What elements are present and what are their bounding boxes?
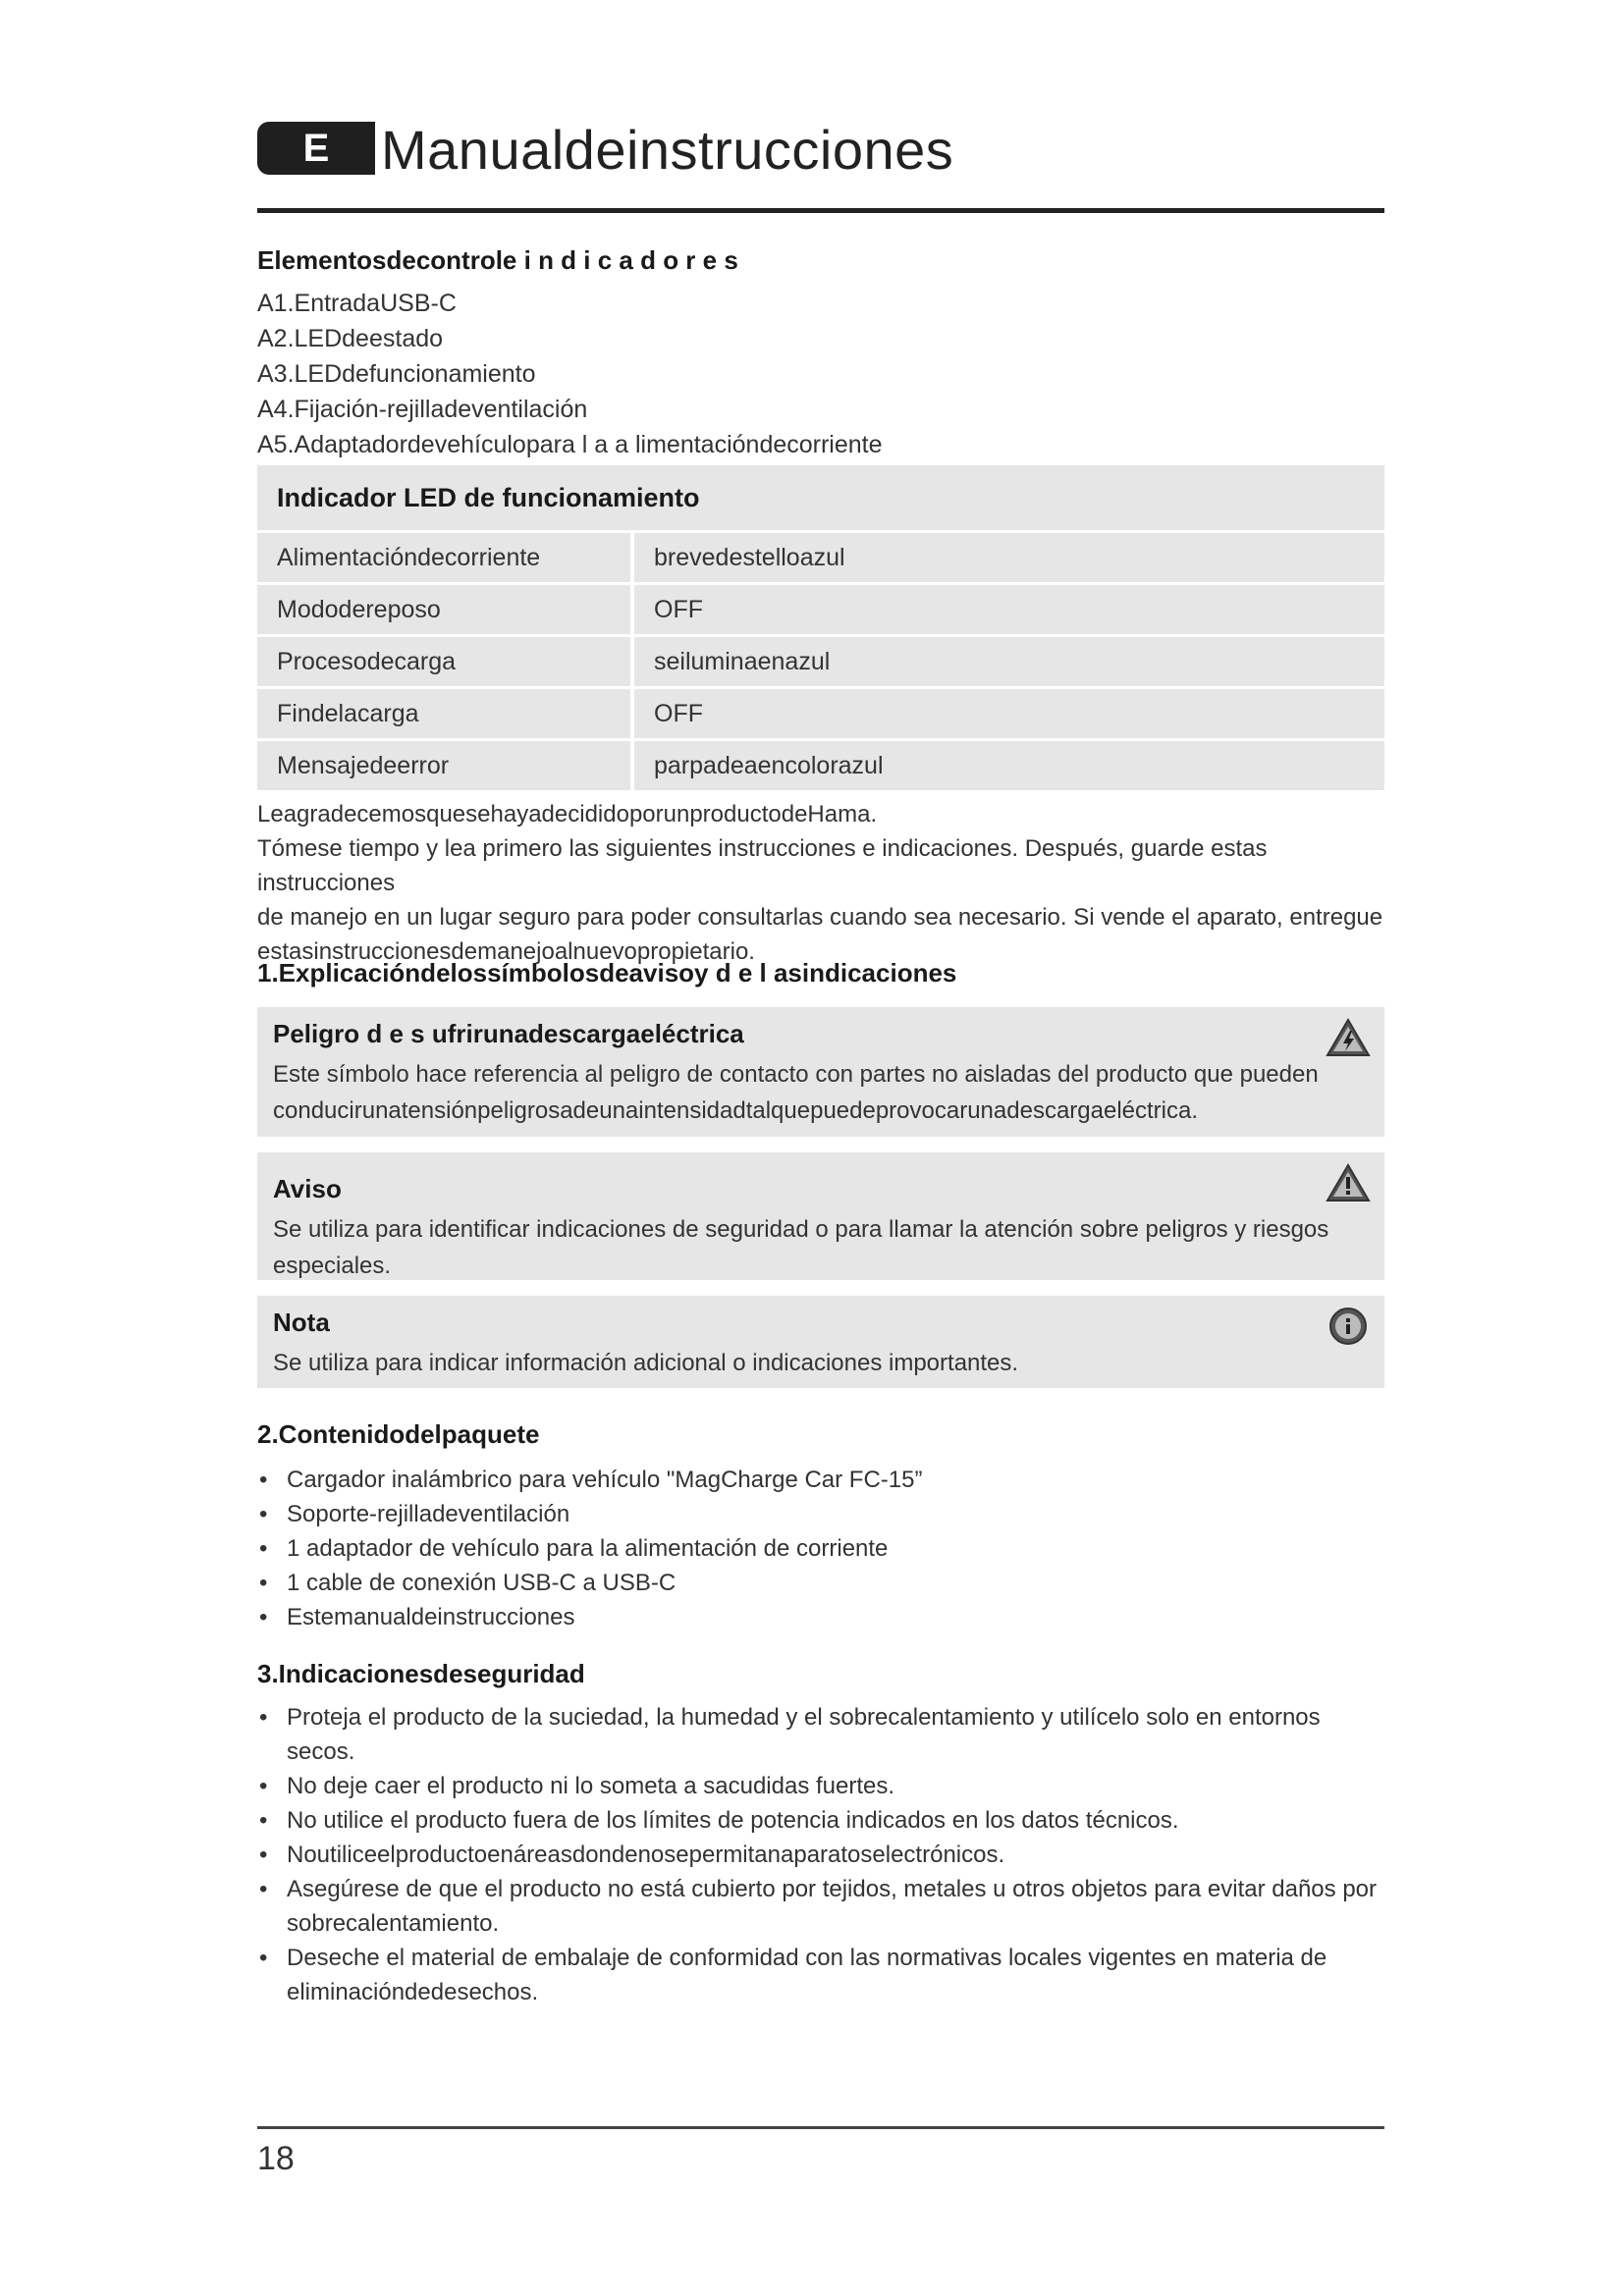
control-item: A5.Adaptadordevehículopara l a a limentacióndecorriente	[257, 431, 883, 458]
list-item-text: 1 cable de conexión USB-C a USB-C	[287, 1570, 677, 1596]
table-row	[257, 585, 1384, 634]
list-item-text: Proteja el producto de la suciedad, la humedad y el sobrecalentamiento y utilícelo solo en entornos secos.	[287, 1704, 1321, 1765]
note-text-line: Se utiliza para indicar información adicional o indicaciones importantes.	[273, 1350, 1019, 1376]
section2-heading: 2.Contenidodelpaquete	[257, 1419, 540, 1449]
led-indication-cell: OFF	[634, 689, 1384, 738]
bullet-icon: •	[259, 1501, 268, 1527]
controls-list	[257, 290, 883, 466]
control-item: A4.Fijación-rejilladeventilación	[257, 396, 588, 423]
table-row	[257, 741, 1384, 790]
bullet-icon: •	[259, 1570, 268, 1596]
table-row	[257, 689, 1384, 738]
bullet-icon: •	[259, 1807, 268, 1834]
danger-text-line: Este símbolo hace referencia al peligro de contacto con partes no aisladas del producto que pueden	[273, 1061, 1319, 1088]
bullet-icon: •	[259, 1704, 268, 1731]
led-state-cell: Alimentacióndecorriente	[257, 533, 630, 582]
info-icon	[1326, 1306, 1371, 1347]
led-state-cell: Mensajedeerror	[257, 741, 630, 790]
warning-box	[257, 1152, 1384, 1280]
intro-line: de manejo en un lugar seguro para poder consultarlas cuando sea necesario. Si vende el aparato, entregue	[257, 904, 1383, 931]
section1-heading: 1.Explicacióndelossímbolosdeavisoy d e l asindicaciones	[257, 958, 957, 988]
list-item-text: Deseche el material de embalaje de conformidad con las normativas locales vigentes en materia de	[287, 1945, 1327, 1971]
danger-text	[273, 1056, 1369, 1129]
list-item-text: No utilice el producto fuera de los límites de potencia indicados en los datos técnicos.	[287, 1807, 1179, 1834]
bullet-icon: •	[259, 1773, 268, 1799]
list-item-text-continued: sobrecalentamiento.	[287, 1910, 500, 1937]
list-item	[257, 1803, 1384, 1838]
list-item	[257, 1941, 1384, 2009]
danger-box	[257, 1007, 1384, 1137]
led-state-cell: Findelacarga	[257, 689, 630, 738]
list-item-text: Asegúrese de que el producto no está cubierto por tejidos, metales u otros objetos para evitar daños por	[287, 1876, 1378, 1902]
note-title: Nota	[273, 1308, 330, 1337]
list-item	[257, 1497, 1384, 1531]
led-indicator-table	[257, 465, 1384, 793]
list-item	[257, 1531, 1384, 1566]
list-item	[257, 1700, 1384, 1769]
led-indication-cell: seiluminaenazul	[634, 637, 1384, 686]
bullet-icon: •	[259, 1945, 268, 1971]
warning-title: Aviso	[273, 1174, 342, 1203]
table-row	[257, 533, 1384, 582]
list-item-text: Estemanualdeinstrucciones	[287, 1604, 575, 1630]
warning-text-line: especiales.	[273, 1253, 392, 1279]
danger-text-line: conducirunatensiónpeligrosadeunaintensidadtalquepuedeprovocarunadescargaeléctrica.	[273, 1097, 1199, 1124]
led-indication-cell: OFF	[634, 585, 1384, 634]
package-contents-list	[257, 1463, 1384, 1634]
warning-text-line: Se utiliza para identificar indicaciones de seguridad o para llamar la atención sobre peligros y riesgos	[273, 1216, 1329, 1243]
list-item	[257, 1600, 1384, 1634]
intro-line: LeagradecemosquesehayadecididoporunproductodeHama.	[257, 801, 878, 828]
language-badge: E	[257, 122, 375, 175]
page-header	[257, 120, 1384, 214]
intro-line: estasinstruccionesdemanejoalnuevopropietario.	[257, 938, 755, 965]
list-item	[257, 1566, 1384, 1600]
bullet-icon: •	[259, 1604, 268, 1630]
led-state-cell: Mododereposo	[257, 585, 630, 634]
list-item-text: Cargador inalámbrico para vehículo "MagCharge Car FC-15”	[287, 1467, 923, 1493]
intro-paragraph	[257, 797, 1384, 969]
bullet-icon: •	[259, 1842, 268, 1868]
document-title: Manualdeinstrucciones	[381, 119, 954, 181]
section3-heading: 3.Indicacionesdeseguridad	[257, 1659, 585, 1688]
danger-title: Peligro d e s ufrirunadescargaeléctrica	[273, 1019, 744, 1048]
control-item: A1.EntradaUSB-C	[257, 290, 457, 317]
control-item: A2.LEDdeestado	[257, 325, 444, 352]
bullet-icon: •	[259, 1467, 268, 1493]
list-item	[257, 1463, 1384, 1497]
list-item	[257, 1838, 1384, 1872]
safety-list	[257, 1700, 1384, 2009]
header-divider	[257, 208, 1384, 213]
list-item-text: Noutiliceelproductoenáreasdondenosepermitanaparatoselectrónicos.	[287, 1842, 1005, 1868]
intro-line: Tómese tiempo y lea primero las siguientes instrucciones e indicaciones. Después, guarde estas instrucciones	[257, 835, 1268, 896]
bullet-icon: •	[259, 1876, 268, 1902]
list-item	[257, 1872, 1384, 1941]
list-item	[257, 1769, 1384, 1803]
led-table-title: Indicador LED de funcionamiento	[257, 465, 1384, 530]
led-indication-cell: parpadeaencolorazul	[634, 741, 1384, 790]
led-indication-cell: brevedestelloazul	[634, 533, 1384, 582]
note-text	[273, 1345, 1369, 1381]
note-box	[257, 1296, 1384, 1388]
electric-shock-warning-icon	[1326, 1017, 1371, 1058]
list-item-text-continued: eliminacióndedesechos.	[287, 1979, 539, 2005]
controls-heading: Elementosdecontrole i n d i c a d o r e s	[257, 245, 738, 275]
list-item-text: Soporte-rejilladeventilación	[287, 1501, 570, 1527]
bullet-icon: •	[259, 1535, 268, 1562]
led-state-cell: Procesodecarga	[257, 637, 630, 686]
control-item: A3.LEDdefuncionamiento	[257, 360, 536, 388]
page-number: 18	[257, 2140, 295, 2177]
footer-divider	[257, 2126, 1384, 2129]
warning-text	[273, 1211, 1369, 1284]
warning-triangle-icon	[1326, 1162, 1371, 1203]
list-item-text: 1 adaptador de vehículo para la alimentación de corriente	[287, 1535, 889, 1562]
table-row	[257, 637, 1384, 686]
list-item-text: No deje caer el producto ni lo someta a sacudidas fuertes.	[287, 1773, 895, 1799]
